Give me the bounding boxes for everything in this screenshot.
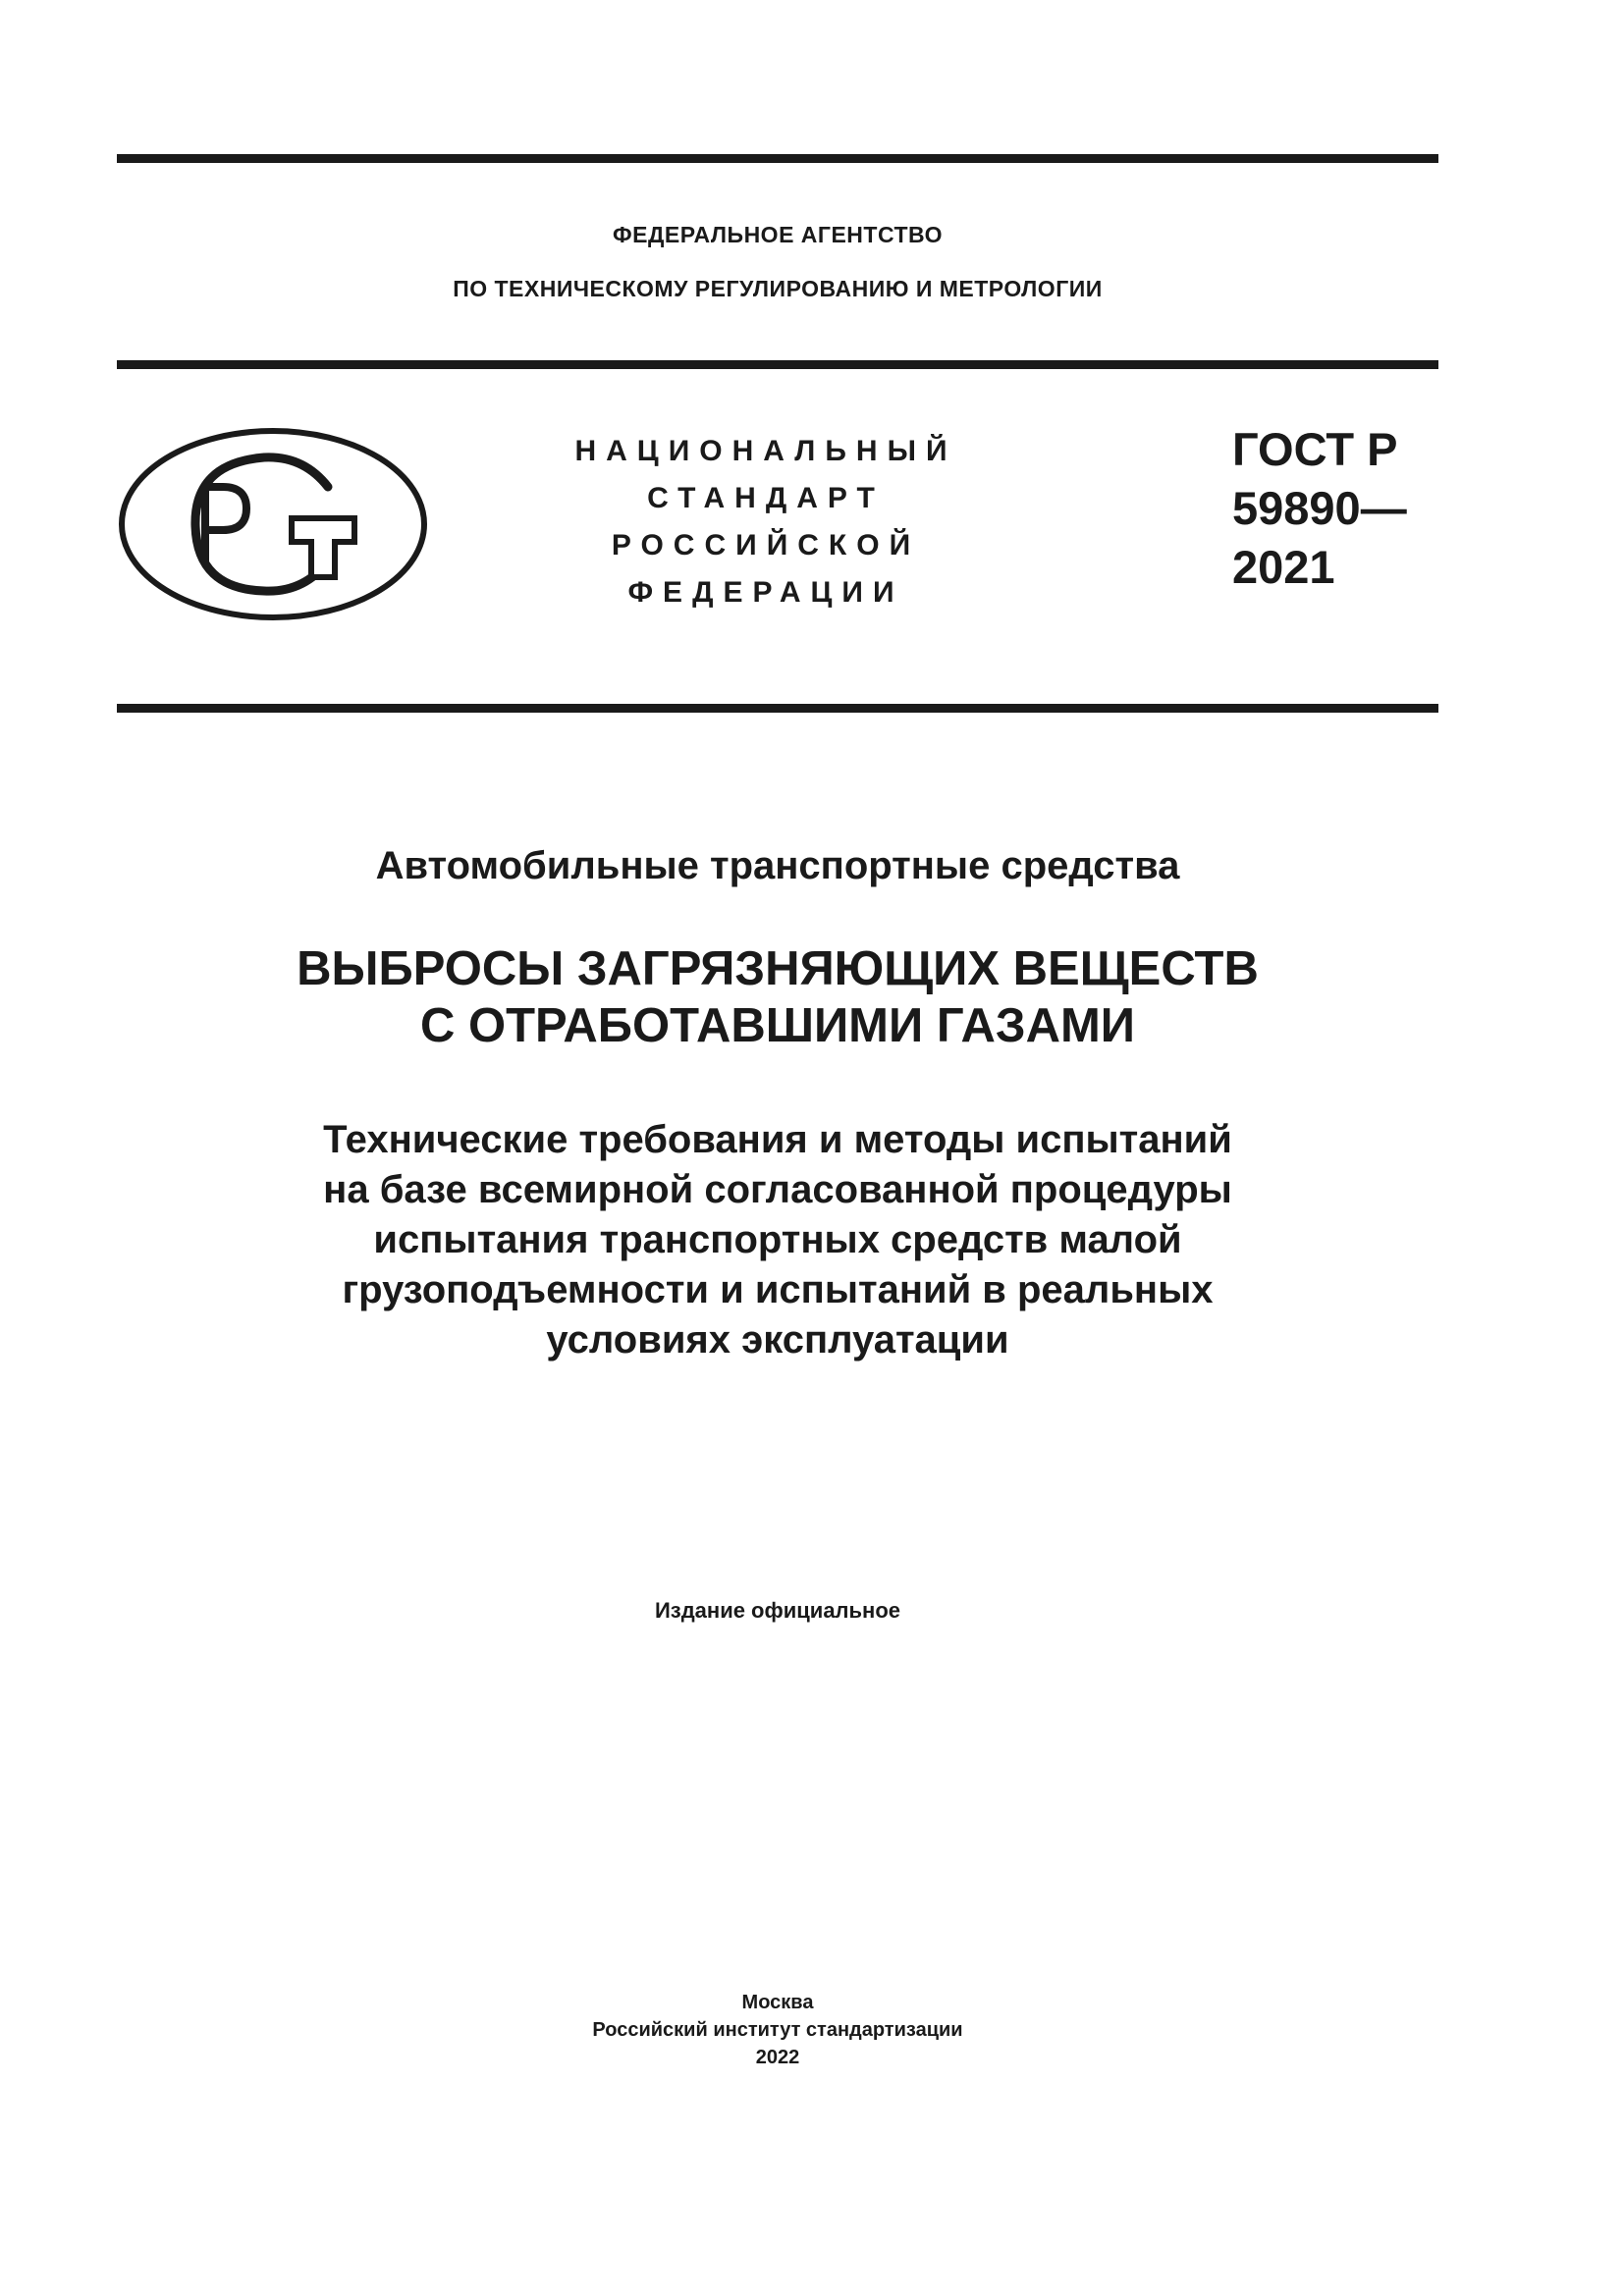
national-standard-heading bbox=[550, 428, 982, 616]
document-subject: Автомобильные транспортные средства bbox=[375, 844, 1180, 887]
title-line: С ОТРАБОТАВШИМИ ГАЗАМИ bbox=[419, 999, 1136, 1052]
middle-rule bbox=[117, 360, 1438, 369]
national-standard-line: ФЕДЕРАЦИИ bbox=[627, 576, 904, 609]
imprint-publisher: Российский институт стандартизации bbox=[592, 2019, 963, 2041]
subtitle-line: Технические требования и методы испытаний bbox=[323, 1118, 1232, 1161]
imprint-year: 2022 bbox=[755, 2047, 800, 2068]
subtitle-line: на базе всемирной согласованной процедуры bbox=[323, 1168, 1232, 1211]
national-standard-line: НАЦИОНАЛЬНЫЙ bbox=[574, 435, 957, 467]
title-line: ВЫБРОСЫ ЗАГРЯЗНЯЮЩИХ ВЕЩЕСТВ bbox=[297, 942, 1259, 995]
bottom-rule bbox=[117, 704, 1438, 713]
rst-logo-icon bbox=[117, 426, 429, 622]
standard-designation bbox=[1232, 420, 1407, 597]
national-standard-line: СТАНДАРТ bbox=[647, 482, 885, 514]
subtitle-line: грузоподъемности и испытаний в реальных bbox=[342, 1268, 1214, 1311]
imprint bbox=[117, 1989, 1438, 2071]
subtitle-line: условиях эксплуатации bbox=[546, 1318, 1009, 1362]
subtitle-line: испытания транспортных средств малой bbox=[373, 1218, 1182, 1261]
designation-line: ГОСТ Р bbox=[1232, 423, 1398, 475]
agency-line-1: ФЕДЕРАЛЬНОЕ АГЕНТСТВО bbox=[613, 222, 943, 247]
document-title bbox=[117, 940, 1438, 1054]
imprint-city: Москва bbox=[741, 1992, 814, 2013]
edition-label: Издание официальное bbox=[654, 1598, 901, 1623]
designation-line: 59890— bbox=[1232, 482, 1407, 534]
top-rule bbox=[117, 154, 1438, 163]
designation-line: 2021 bbox=[1232, 541, 1335, 593]
agency-line-2: ПО ТЕХНИЧЕСКОМУ РЕГУЛИРОВАНИЮ И МЕТРОЛОГИИ bbox=[453, 276, 1103, 301]
document-subtitle bbox=[117, 1115, 1438, 1365]
national-standard-line: РОССИЙСКОЙ bbox=[611, 529, 921, 561]
